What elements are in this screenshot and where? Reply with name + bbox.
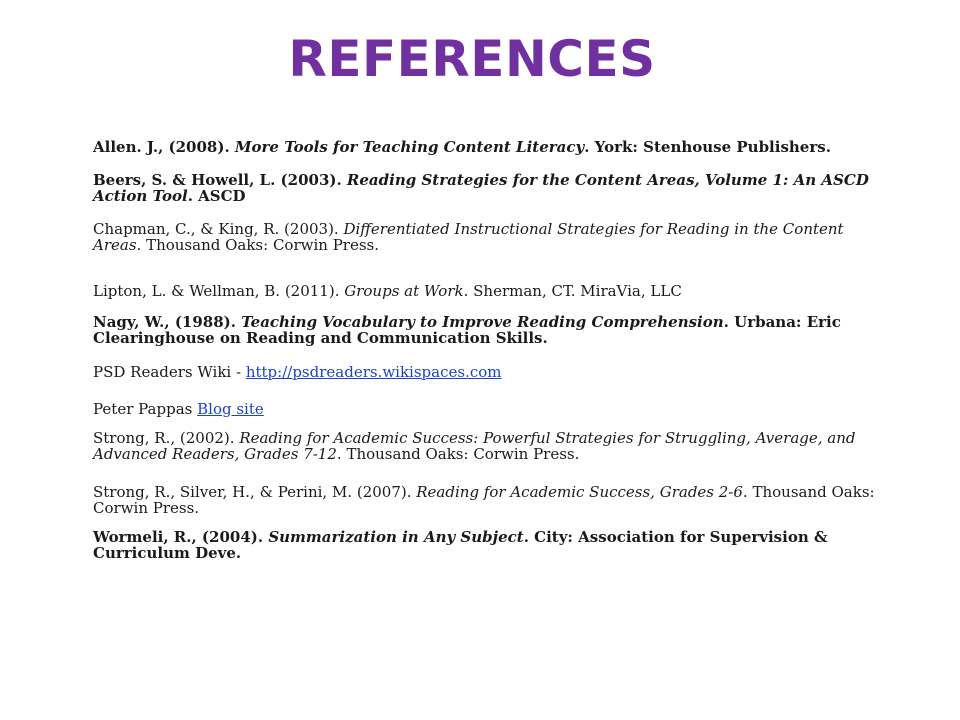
reference-text: . Sherman, CT. MiraVia, LLC bbox=[463, 282, 682, 300]
reference-text: Chapman, C., & King, R. (2003). bbox=[93, 220, 344, 238]
reference-pappas bbox=[93, 401, 893, 417]
reference-chapman bbox=[93, 221, 893, 253]
reference-title: Reading for Academic Success: Powerful Strategies for Struggling, Average, and Advanced Readers, Grades 7-12 bbox=[93, 429, 856, 463]
reference-text: . Thousand Oaks: Corwin Press. bbox=[336, 445, 580, 463]
reference-text: Strong, R., Silver, H., & Perini, M. (2007). bbox=[93, 483, 417, 501]
page-title: REFERENCES bbox=[288, 30, 656, 88]
psd-wiki-link[interactable]: http://psdreaders.wikispaces.com bbox=[245, 363, 502, 381]
reference-allen bbox=[93, 139, 893, 155]
reference-title: Groups at Work bbox=[344, 282, 464, 300]
reference-title: Differentiated Instructional Strategies for Reading in the Content Areas bbox=[93, 220, 844, 254]
reference-text: . Thousand Oaks: Corwin Press. bbox=[93, 483, 875, 517]
reference-beers bbox=[93, 172, 893, 204]
reference-text: Wormeli, R., (2004). bbox=[93, 528, 269, 546]
reference-wormeli bbox=[93, 529, 893, 561]
reference-nagy bbox=[93, 314, 893, 346]
reference-text: . Urbana: Eric Clearinghouse on Reading and Communication Skills. bbox=[93, 313, 841, 347]
reference-text: . Thousand Oaks: Corwin Press. bbox=[136, 236, 379, 254]
reference-text: Nagy, W., (1988). bbox=[93, 313, 242, 331]
blog-site-link[interactable]: Blog site bbox=[197, 400, 264, 418]
reference-title: More Tools for Teaching Content Literacy bbox=[234, 138, 585, 156]
reference-text: PSD Readers Wiki - bbox=[93, 363, 246, 381]
reference-text: . City: Association for Supervision & Curriculum Deve. bbox=[93, 528, 828, 562]
reference-strong-2002 bbox=[93, 430, 893, 462]
reference-text: Beers, S. & Howell, L. (2003). bbox=[93, 171, 347, 189]
reference-title: Teaching Vocabulary to Improve Reading Comprehension bbox=[241, 313, 724, 331]
reference-text: Allen. J., (2008). bbox=[93, 138, 235, 156]
reference-title: Reading Strategies for the Content Areas, Volume 1: An ASCD Action Tool bbox=[93, 171, 869, 205]
reference-title: Summarization in Any Subject bbox=[268, 528, 524, 546]
reference-strong-2007 bbox=[93, 484, 893, 516]
reference-text: Strong, R., (2002). bbox=[93, 429, 240, 447]
reference-title: Reading for Academic Success, Grades 2-6 bbox=[416, 483, 743, 501]
reference-text: . ASCD bbox=[187, 187, 246, 205]
reference-text: Lipton, L. & Wellman, B. (2011). bbox=[93, 282, 345, 300]
reference-text: . York: Stenhouse Publishers. bbox=[584, 138, 831, 156]
reference-lipton bbox=[93, 283, 893, 299]
reference-text: Peter Pappas bbox=[93, 400, 198, 418]
reference-psd-wiki bbox=[93, 364, 893, 380]
